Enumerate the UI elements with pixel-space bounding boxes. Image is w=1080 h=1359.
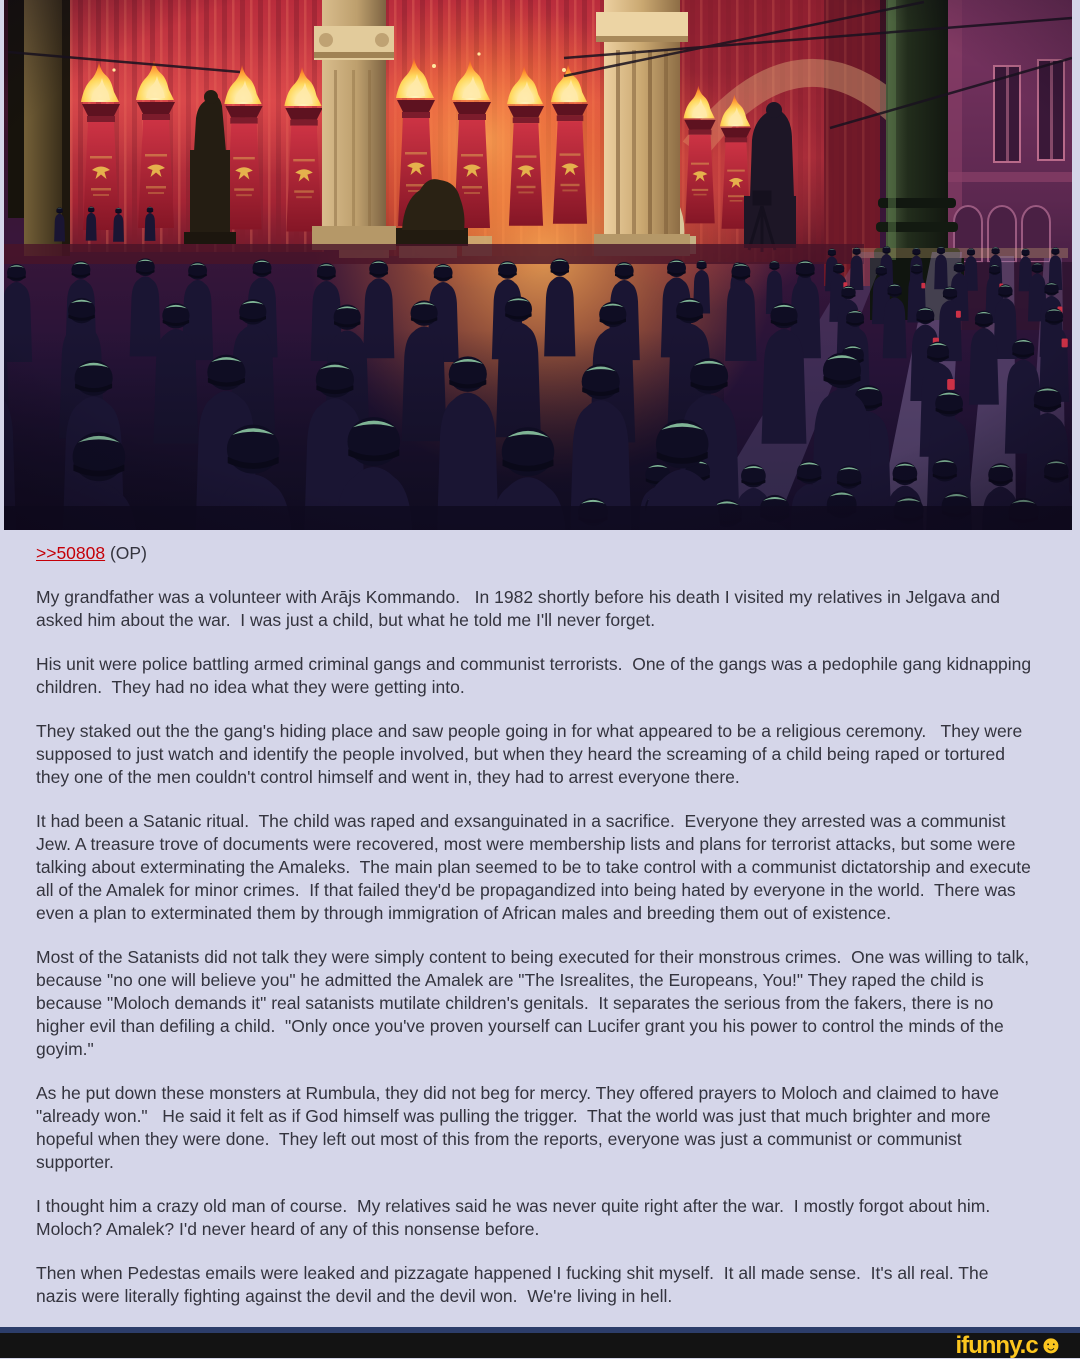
post-paragraph: As he put down these monsters at Rumbula, they did not beg for mercy. They offered prayers to Moloch and claimed to have "already won." He said it felt as if God himself was pulling the trigger. That the world was just that much brighter and more hopeful when they were done. They left out most of this from the reports, everyone was just a communist or communist supporter. — [36, 1083, 1004, 1172]
footer-black-bar — [0, 1330, 1080, 1359]
post-paragraph: They staked out the the gang's hiding place and saw people going in for what appeared to be a religious ceremony. They were supposed to just watch and identify the people involved, but when they heard the screaming of a child being raped or tortured they one of the men couldn't control himself and went in, they had to arrest everyone there. — [36, 721, 1028, 787]
ifunny-watermark: ifunny.c☻ — [955, 1330, 1064, 1359]
smiley-icon: ☻ — [1037, 1330, 1064, 1359]
ifunny-footer-bar — [0, 1327, 1080, 1358]
post-paragraph: I thought him a crazy old man of course. My relatives said he was never quite right after the war. I mostly forgot about him. Moloch? Amalek? I'd never heard of any of this nonsense before. — [36, 1196, 1000, 1239]
post-header — [36, 542, 1034, 565]
post-paragraph: It had been a Satanic ritual. The child was raped and exsanguinated in a sacrifice. Everyone they arrested was a communist Jew. A treasure trove of documents were recovered, most were membership lists and plans for terrorist attacks, but some were talking about exterminating the Amaleks. The main plan seemed to be to take control with a communist dictatorship and execute all of the Amalek for minor crimes. If that failed they'd be propagandized into being hated by everyone in the world. There was even a plan to exterminated them by through immigration of African males and breeding them out of existence. — [36, 811, 1036, 923]
post-paragraph: My grandfather was a volunteer with Arājs Kommando. In 1982 shortly before his death I visited my relatives in Jelgava and asked him about the war. I was just a child, but what he told me I'll never forget. — [36, 587, 1005, 630]
post-paragraph: Most of the Satanists did not talk they were simply content to being executed for their monstrous crimes. One was willing to talk, because "no one will believe you" he admitted the Amalek are "The Isrealites, the Europeans, You!" They raped the child is because "Moloch demands it" real satanists mutilate children's genitals. It separates the serious from the fakers, there is no higher evil than defiling a child. "Only once you've proven yourself can Lucifer grant you his power to control the minds of the goyim." — [36, 947, 1034, 1059]
post-photo-nazi-rally[interactable] — [4, 0, 1072, 530]
post-paragraph: His unit were police battling armed criminal gangs and communist terrorists. One of the gangs was a pedophile gang kidnapping children. They had no idea what they were getting into. — [36, 654, 1037, 697]
post-paragraph: Then when Pedestas emails were leaked and pizzagate happened I fucking shit myself. It all made sense. It's all real. The nazis were literally fighting against the devil and the devil won. We're living in hell. — [36, 1263, 994, 1306]
op-label: (OP) — [109, 543, 147, 563]
post-body — [0, 530, 1080, 1329]
quote-link[interactable]: >>50808 — [36, 543, 106, 563]
